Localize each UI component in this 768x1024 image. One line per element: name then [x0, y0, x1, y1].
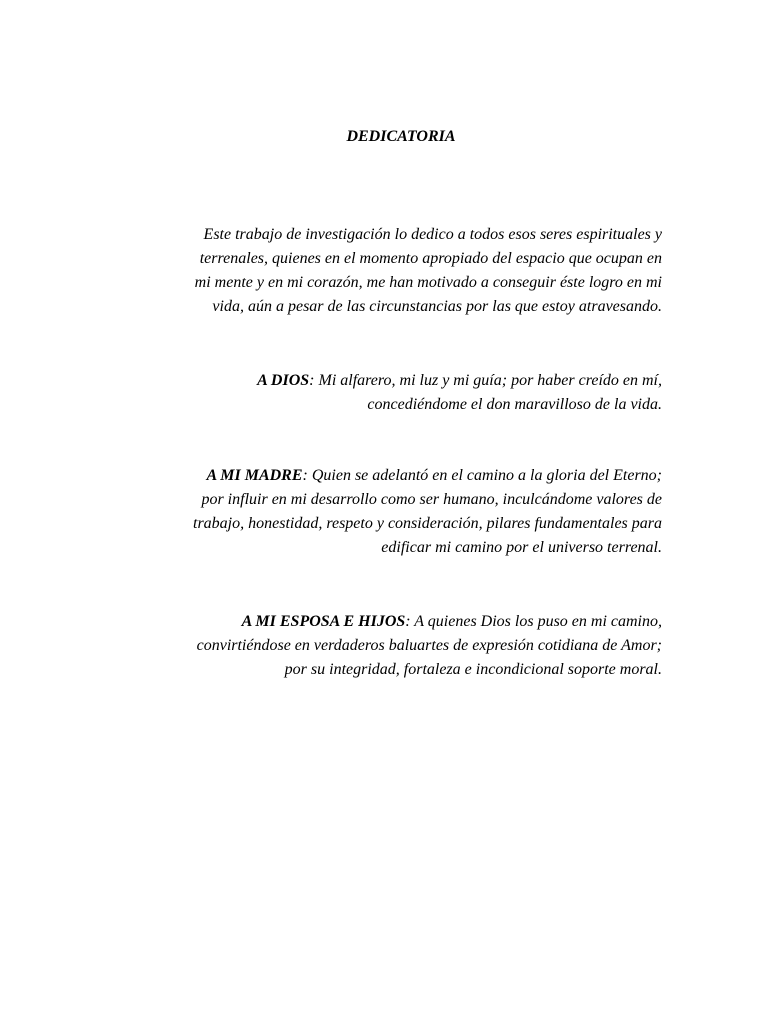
madre-first-line-text: : Quien se adelantó en el camino a la gloria del Eterno;: [302, 467, 662, 484]
intro-line-1: Este trabajo de investigación lo dedico a todos esos seres espirituales y: [203, 226, 662, 243]
dios-first-line-text: : Mi alfarero, mi luz y mi guía; por haber creído en mí,: [309, 372, 662, 389]
intro-line-3: mi mente y en mi corazón, me han motivado a conseguir éste logro en mi: [194, 274, 662, 291]
dios-heading: A DIOS: [257, 372, 310, 389]
madre-line-2: por influir en mi desarrollo como ser humano, inculcándome valores de: [201, 491, 662, 508]
esposa-paragraph: [140, 610, 662, 682]
esposa-first-line-text: : A quienes Dios los puso en mi camino,: [405, 613, 662, 630]
madre-line-3: trabajo, honestidad, respeto y consideración, pilares fundamentales para: [193, 515, 662, 532]
dios-line-2: concediéndome el don maravilloso de la vida.: [367, 396, 662, 413]
intro-line-4: vida, aún a pesar de las circunstancias por las que estoy atravesando.: [212, 298, 662, 315]
madre-heading: A MI MADRE: [206, 467, 303, 484]
madre-line-4: edificar mi camino por el universo terrenal.: [381, 539, 662, 556]
intro-paragraph: [140, 223, 662, 319]
esposa-line-2: convirtiéndose en verdaderos baluartes de expresión cotidiana de Amor;: [196, 637, 662, 654]
dios-line-1: [140, 369, 662, 393]
esposa-line-1: [140, 610, 662, 634]
esposa-heading: A MI ESPOSA E HIJOS: [241, 613, 406, 630]
madre-paragraph: [140, 464, 662, 560]
madre-line-1: [140, 464, 662, 488]
esposa-line-3: por su integridad, fortaleza e incondicional soporte moral.: [284, 661, 662, 678]
intro-line-2: terrenales, quienes en el momento apropiado del espacio que ocupan en: [199, 250, 662, 267]
dios-paragraph: [140, 369, 662, 417]
page-title: DEDICATORIA: [346, 128, 456, 145]
